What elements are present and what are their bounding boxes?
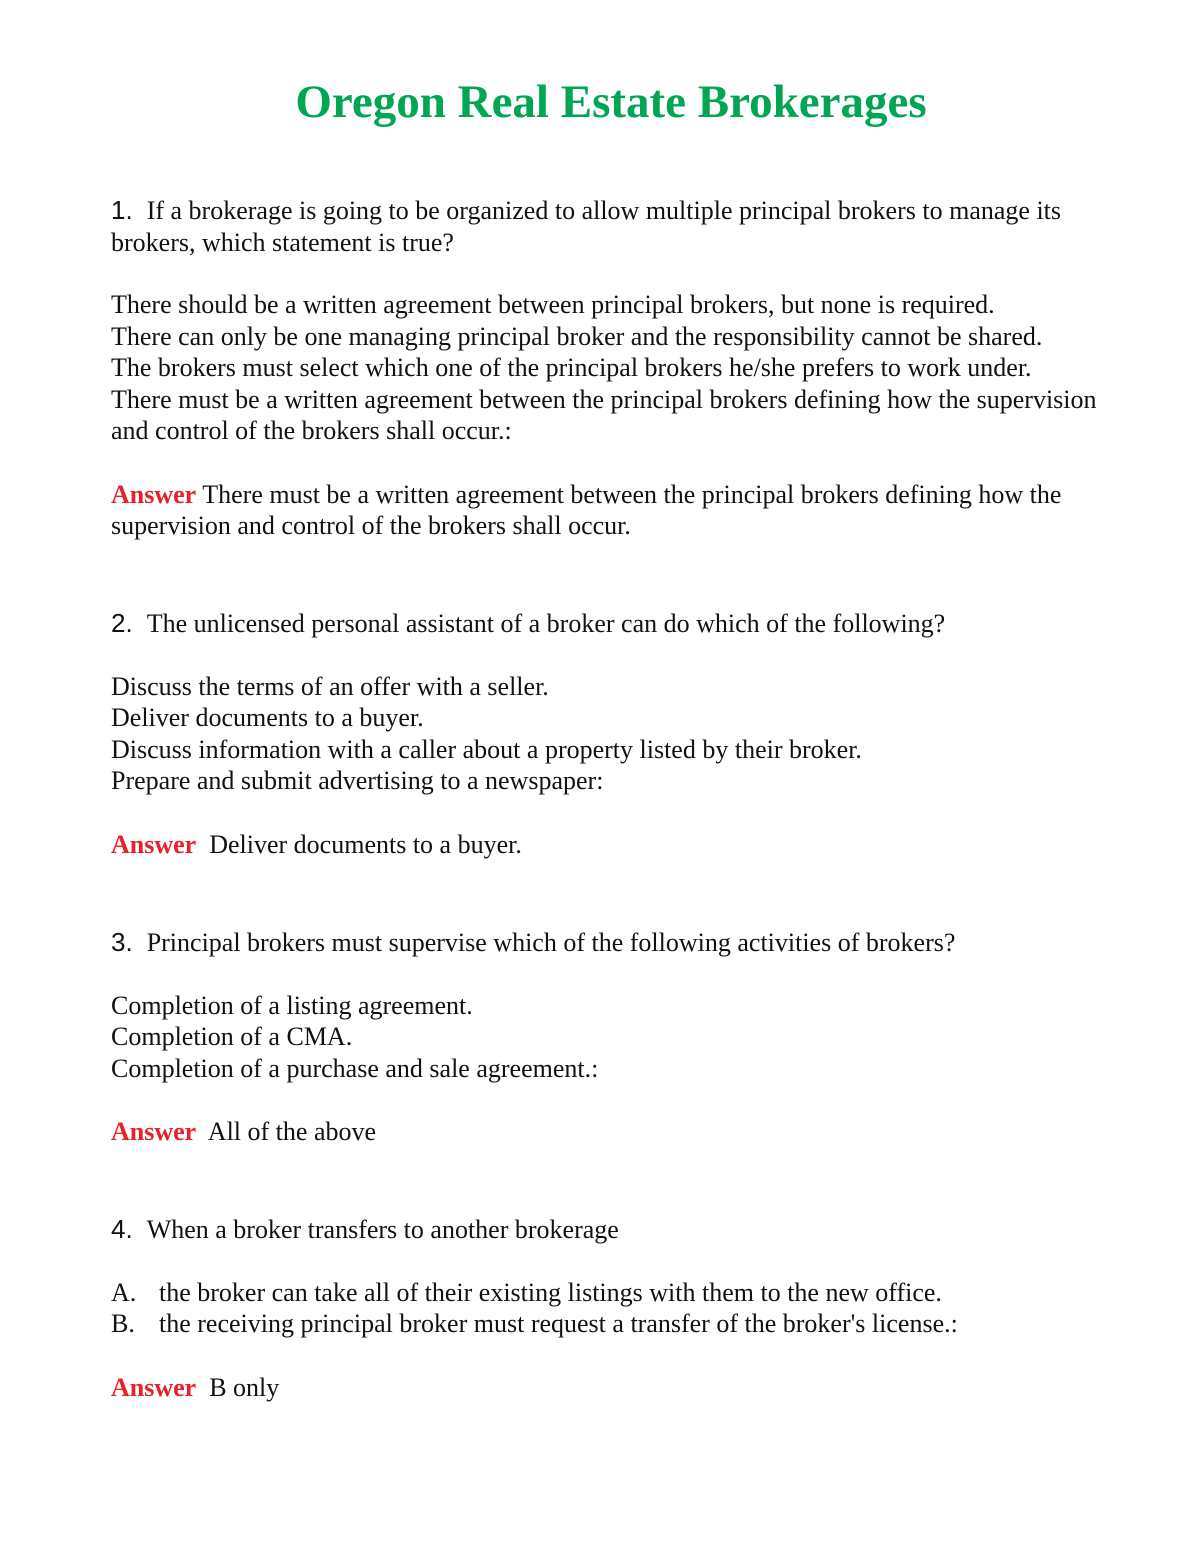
option-text: the receiving principal broker must request a transfer of the broker's license.: (159, 1309, 958, 1338)
question-prompt: The unlicensed personal assistant of a broker can do which of the following? (146, 609, 946, 638)
option-item: Completion of a purchase and sale agreement.: (111, 1053, 599, 1083)
question-number: 4. (111, 1214, 133, 1244)
question-1 (111, 195, 1111, 542)
question-text (111, 1214, 1111, 1246)
answer-text: B only (209, 1372, 280, 1402)
option-list (111, 671, 1111, 797)
question-3 (111, 927, 1111, 1148)
answer-label: Answer (111, 1372, 197, 1402)
question-text (111, 927, 1111, 959)
answer-label: Answer (111, 1117, 197, 1146)
question-2 (111, 608, 1111, 860)
answer-line (111, 479, 1111, 542)
option-item: Deliver documents to a buyer. (111, 703, 424, 732)
answer-line (111, 1372, 1111, 1404)
option-list (111, 289, 1111, 447)
option-letter: B. (111, 1309, 135, 1338)
option-list (111, 1277, 1111, 1340)
option-item: There should be a written agreement between principal brokers, but none is required. (111, 290, 995, 319)
question-text (111, 195, 1111, 258)
question-prompt: If a brokerage is going to be organized to allow multiple principal brokers to manage its brokers, which statement is true? (111, 196, 1062, 257)
answer-line (111, 829, 1111, 861)
option-item: Discuss information with a caller about a property listed by their broker. (111, 734, 862, 764)
question-number: 3. (111, 927, 133, 957)
answer-text: There must be a written agreement between the principal brokers defining how the supervision and control of the brokers shall occur. (111, 479, 1062, 540)
option-letter: A. (111, 1277, 137, 1307)
answer-label: Answer (111, 829, 197, 859)
option-list (111, 990, 1111, 1085)
option-item: Completion of a CMA. (111, 1022, 353, 1051)
answer-text: All of the above (207, 1117, 377, 1146)
question-text (111, 608, 1111, 640)
option-item: Prepare and submit advertising to a newspaper: (111, 766, 604, 795)
question-number: 1. (111, 195, 133, 225)
page-title: Oregon Real Estate Brokerages (295, 76, 927, 128)
question-prompt: When a broker transfers to another brokerage (146, 1215, 619, 1244)
option-item (111, 1308, 1111, 1340)
answer-label: Answer (111, 479, 197, 509)
option-item: Completion of a listing agreement. (111, 990, 473, 1020)
option-text: the broker can take all of their existing listings with them to the new office. (159, 1277, 942, 1307)
option-item: The brokers must select which one of the principal brokers he/she prefers to work under. (111, 353, 1032, 382)
question-number: 2. (111, 608, 133, 638)
option-item (111, 1277, 1111, 1309)
question-4 (111, 1214, 1111, 1403)
answer-line (111, 1116, 1111, 1148)
question-prompt: Principal brokers must supervise which of the following activities of brokers? (146, 928, 956, 957)
option-item: There can only be one managing principal broker and the responsibility cannot be shared. (111, 321, 1043, 351)
option-item: Discuss the terms of an offer with a seller. (111, 671, 549, 701)
answer-text: Deliver documents to a buyer. (209, 829, 522, 859)
option-item: There must be a written agreement between the principal brokers defining how the supervision and control of the brokers shall occur.: (111, 384, 1097, 445)
